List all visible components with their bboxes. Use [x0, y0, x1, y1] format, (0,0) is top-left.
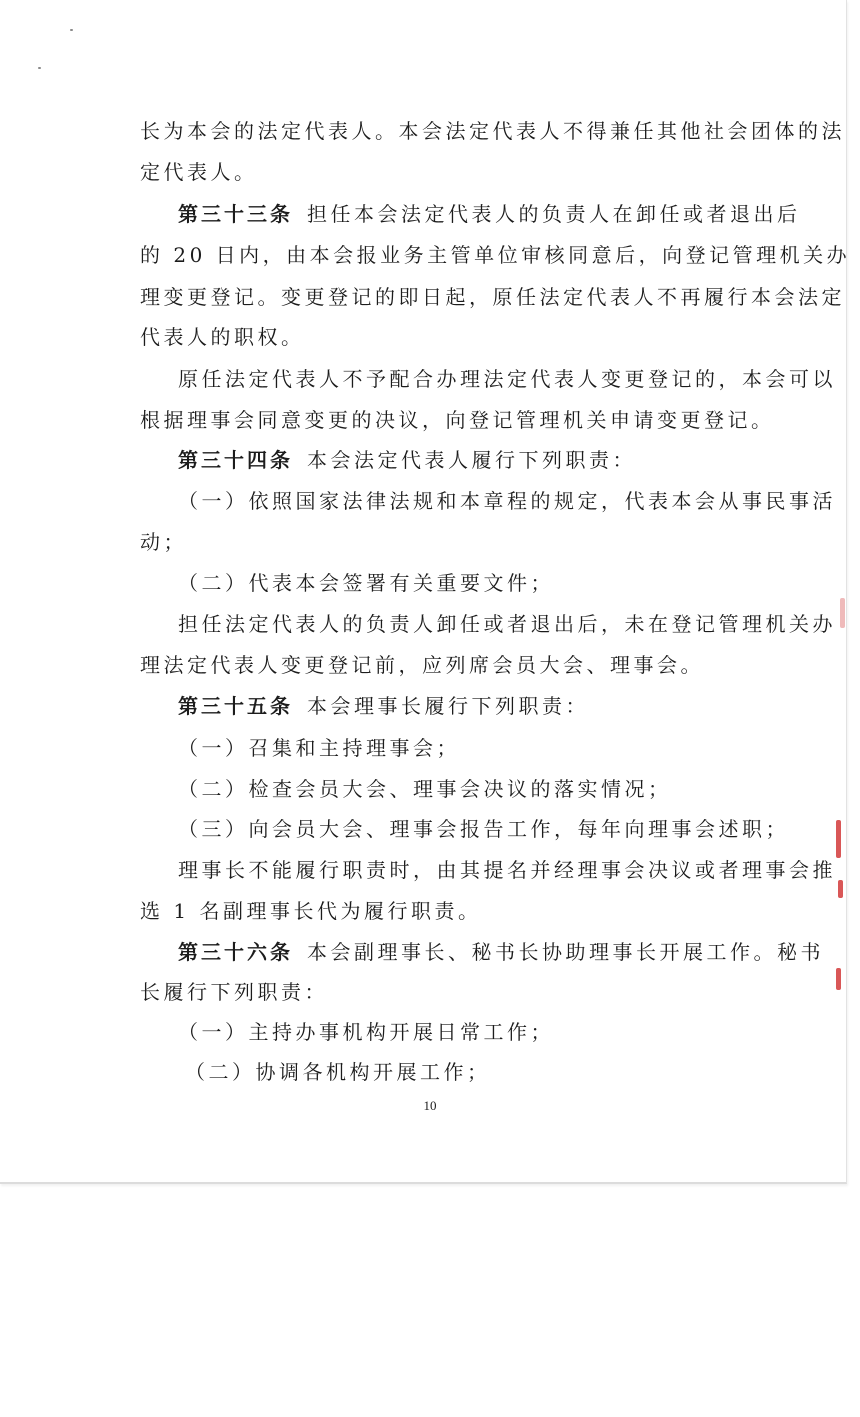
body-line: 理变更登记。变更登记的即日起，原任法定代表人不再履行本会法定 [140, 285, 845, 309]
body-line: 定代表人。 [140, 160, 258, 184]
body-line: （二）协调各机构开展工作； [185, 1060, 491, 1084]
page-number: 10 [423, 1098, 437, 1113]
body-line: 长为本会的法定代表人。本会法定代表人不得兼任其他社会团体的法 [140, 119, 845, 143]
body-line: （一）召集和主持理事会； [178, 736, 460, 760]
body-line: 本会法定代表人履行下列职责： [307, 448, 636, 472]
body-line: 的 20 日内，由本会报业务主管单位审核同意后，向登记管理机关办 [140, 243, 851, 267]
body-line: 担任本会法定代表人的负责人在卸任或者退出后 [307, 202, 801, 226]
body-line: 担任法定代表人的负责人卸任或者退出后，未在登记管理机关办 [178, 612, 836, 636]
body-line: 理法定代表人变更登记前，应列席会员大会、理事会。 [140, 653, 704, 677]
body-line: 原任法定代表人不予配合办理法定代表人变更登记的，本会可以 [178, 367, 836, 391]
body-line: 代表人的职权。 [140, 325, 305, 349]
body-line: 理事长不能履行职责时，由其提名并经理事会决议或者理事会推 [178, 858, 836, 882]
article-33-paragraph [178, 200, 801, 228]
article-35-paragraph [178, 692, 589, 720]
body-line: 动； [140, 530, 187, 554]
seal-edge-mark [836, 968, 841, 990]
body-line: 本会副理事长、秘书长协助理事长开展工作。秘书 [307, 940, 824, 964]
article-heading-35: 第三十五条 [178, 694, 293, 718]
body-line: 选 1 名副理事长代为履行职责。 [140, 899, 482, 923]
body-line: （二）检查会员大会、理事会决议的落实情况； [178, 777, 672, 801]
body-line: （三）向会员大会、理事会报告工作，每年向理事会述职； [178, 817, 789, 841]
body-line: （二）代表本会签署有关重要文件； [178, 571, 554, 595]
scan-speck [70, 29, 73, 31]
body-line: （一）主持办事机构开展日常工作； [178, 1020, 554, 1044]
seal-edge-mark [836, 820, 841, 858]
article-heading-34: 第三十四条 [178, 448, 293, 472]
seal-edge-mark [840, 598, 845, 628]
body-line: 长履行下列职责： [140, 980, 328, 1004]
scan-speck [38, 67, 41, 69]
article-heading-36: 第三十六条 [178, 940, 293, 964]
article-heading-33: 第三十三条 [178, 202, 293, 226]
article-36-paragraph [178, 938, 824, 966]
seal-edge-mark [838, 880, 843, 898]
body-line: 根据理事会同意变更的决议，向登记管理机关申请变更登记。 [140, 408, 775, 432]
body-line: 本会理事长履行下列职责： [307, 694, 589, 718]
body-line: （一）依照国家法律法规和本章程的规定，代表本会从事民事活 [178, 489, 836, 513]
article-34-paragraph [178, 446, 636, 474]
